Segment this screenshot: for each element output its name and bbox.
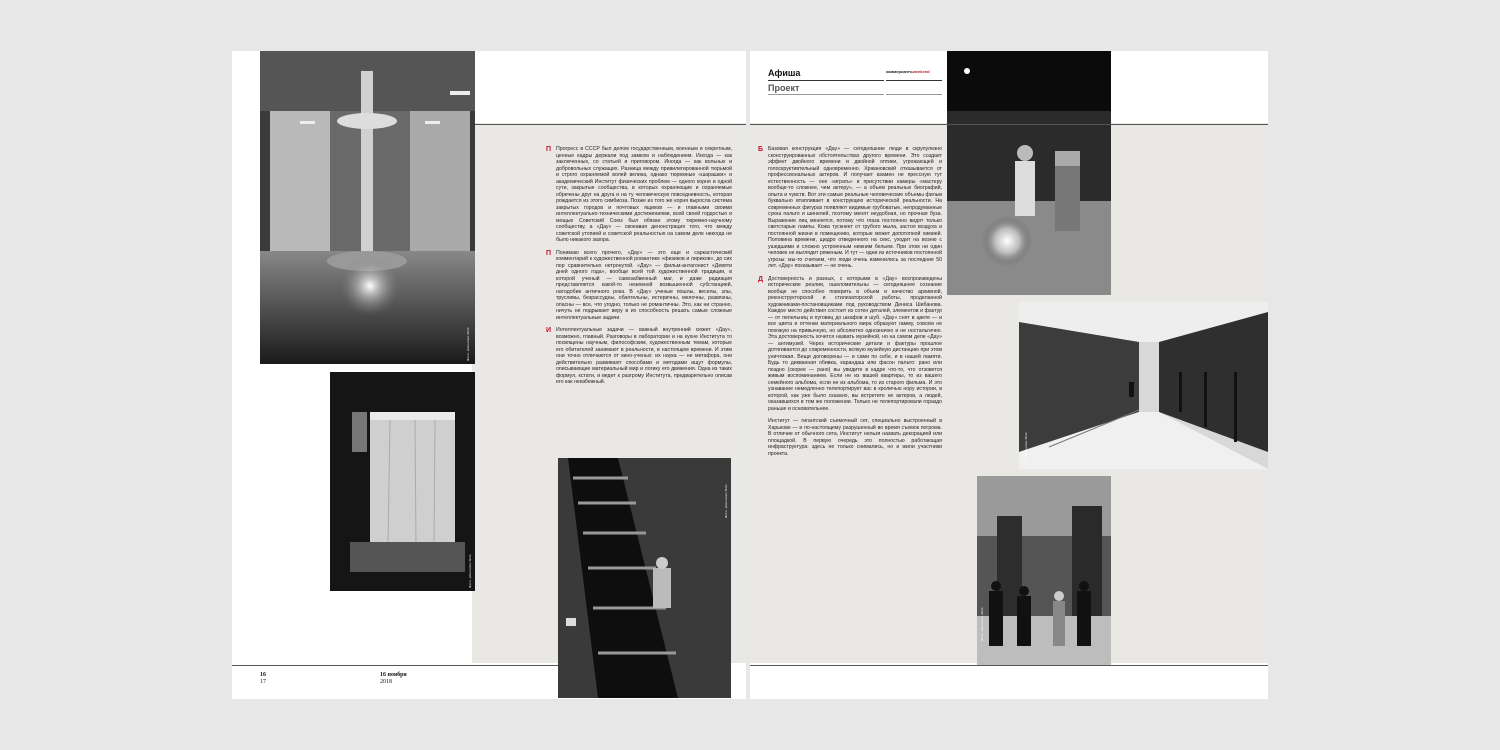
page-number xyxy=(260,672,266,686)
bottom-rule xyxy=(750,665,1268,666)
paragraph xyxy=(768,418,942,457)
magazine-brand xyxy=(886,69,930,74)
paragraph-initial: Б xyxy=(758,146,764,153)
paragraph xyxy=(546,249,732,322)
paragraph-text: Прогресс в СССР был делом государственным, военным и секретным, ценные кадры держали под замком и наблюдением. Иногда — как заключенных, со статьей и приговором. Иногда — как вольных и добровольных служащих. Разница между привилегированной тюрьмой и строго охраняемой волей велика, однако тюремные «шарашки» и академический Институт физических проблем — одного корня и одной сути, закрытые сообщества, в которых охраняющие и охраняемые обречены друг на друга и на ту человеческую повседневность, которая рождается из этого симбиоза. Позже из того же корня выросла система закрытых городов и почтовых ящиков — и главными своими интеллектуально-техническими достижениями, всей своей гордостью и мощью Советский Союз был обязан этому тюремно-научному сообществу, а «Дау» — своеавая денонстрация того, что между советской утопией и советской реальностью на самом деле никогда не было никакого зазора. xyxy=(556,146,732,243)
text-column-left xyxy=(546,146,732,392)
photo-laboratory-hall xyxy=(260,51,475,364)
top-rule xyxy=(475,124,746,125)
brand-accent: weekend xyxy=(912,69,930,74)
photo-night-fire-scene xyxy=(947,51,1111,295)
header-rule xyxy=(768,94,884,95)
paragraph xyxy=(758,275,942,413)
photo-credit: Фото: phenomen films xyxy=(468,554,472,588)
paragraph xyxy=(546,146,732,244)
photo-credit: Фото: phenomen films xyxy=(724,484,728,518)
page-number-left: 16 xyxy=(260,672,266,678)
photo-shower-curtain xyxy=(330,372,475,591)
header-rule xyxy=(886,80,942,81)
issue-date xyxy=(380,672,407,686)
paragraph-initial: Д xyxy=(758,275,763,283)
photo-people-walking xyxy=(977,476,1111,666)
paragraph xyxy=(546,327,732,386)
bottom-rule xyxy=(232,665,558,666)
paragraph-text: Достоверность и разных, с которыми в «Дау» воспроизведены исторические реалии, ошеломительны — сегодняшнее сознание вообще не способно поверить в объем и качество архивной, реконструкторской и стилизаторской работы, проделанной художниками-постановщиками под руководством Дениса Шибанова. Каждое место действия состоит из сотен деталей, элементов и фактур — от пепельниц и пуговиц до шкафов и шуб. «Дау» снят в цвете — и все цвета и оттенки материального мира образуют гамму, совсем не похожую на привычную, но абсолютно однозначно и не ностальгично. Эта достоверность хочется назвать музейной, но на самом деле «Дау» — антимузей. Через исторические детали и фактуры прошлое дотягивается до современности, всякую музейную дистанцию при этом уничтожая. Вещи договорены — и сами по себе, и в нашей памяти. Будь то дикванная обивка, карандаш или фасон пальто: рано или поздно (скорее — рано) вы увидите в кадре что-то, что отзовется живым воспоминанием. Если не из вашей квартиры, то из вашего семейного альбома, если не из альбома, то из старого фильма. И это узнавание немедленно телепортирует вас в кроличью нору истории, в которой, как уже было сказано, вы встретите не актеров, а людей, оказавшихся в том же положении. Только не телепортировали гораздо раньше и основательнее. xyxy=(768,275,942,412)
issue-year: 2018 xyxy=(380,679,392,685)
brand-main: коммерсантъ xyxy=(886,69,913,74)
section-title: Афиша xyxy=(768,68,801,78)
paragraph-initial: П xyxy=(546,249,552,257)
section-subtitle: Проект xyxy=(768,83,800,93)
page-number-right: 17 xyxy=(260,679,266,685)
text-column-right xyxy=(758,146,942,463)
photo-snowy-institute-street xyxy=(1019,302,1268,469)
paragraph-text: Понимаю всего прочего, «Дау» — это еще и саркастический комментарий к художественной романтике «физиков и лириков», до сих пор сравнительно нетронутой. «Дау» — фильм-антагонист «Девяти дней одного года», вообще всей той художественной традиции, в которой ученый — самозабвенный маг, и даже радиация представляется какой-то неземной возвышенной субстанцией, натодобие античного рока. В «Дау» ученые пошлы, веселы, злы, трусливы, безрассудны, обаятельны, истеричны, мелочны, развязны, опасны — все, что угодно, только не романтичны. Это, как ни странно, ничуть не подрывает веру в их способность решать самые сложные интеллектуальные задачи. xyxy=(556,249,732,321)
photo-credit: Фото: phenomen films xyxy=(980,607,984,641)
photo-credit: Фото: phenomen films xyxy=(1024,432,1028,466)
header-rule xyxy=(886,94,942,95)
photo-credit: Фото: phenomen films xyxy=(466,327,470,361)
paragraph xyxy=(758,146,942,270)
photo-stairwell xyxy=(558,458,731,698)
paragraph-initial: П xyxy=(546,146,552,153)
paragraph-text: Базовая конструкция «Дау» — сегодняшние люди в скрупулезно сконструированных обстоятельствах другого времени. Это создает эффект двойного времени и двойной оптики, угрожающей и голоскруктивтельный одновременно. Хржановский отказывается от профессиональных актеров. И получает взамен не прессную тут естественность — оне «играть» в присутствии камеры «мастеру вообще-то сложнее, чем актеру», — а объем реальных биографий, опыта и чувств. Вот эти самые реальные человеческие объемы фильм буквально втапливает в конструкцию исторической реальности. На современных фигурах появляют видимые грубоватые, непродуманные сукна пальто и шинелей, поэтому менят неудобная, но прочная буза. Выражение лиц меняется, потому что глаза постоянно видят только светстарые лампы. Кожа тускнеет от грубого мыла, застоя воздуха и постоянной жизни в помещению, которые может допотопной химией. Половина времени, щедро отведенного на секс, уходит на возню с ушедшими и сложно устроенным нижним бельем. При этом ни один человек не выглядит ряженым. И тут — одни из источников постоянной угрозы: мы-то считаем, что люди очень изменились за последние 50 лет. «Дау» показывает — не очень. xyxy=(768,146,942,269)
top-rule xyxy=(750,124,1268,125)
paragraph-text: Институт — гигантский съемочный сет, специально выстроенный в Харькове — и по-настоящему разрушенный во время съемок погрома. В отличие от обычного сета, Институт нельзя назвать декорацией или площадкой. В первую очередь это полностью работающая инфраструктура: здесь не только снимались, но и жили участники проекта. xyxy=(768,418,942,457)
issue-day: 16 ноября xyxy=(380,672,407,678)
paragraph-initial: И xyxy=(546,327,552,334)
header-rule xyxy=(768,80,884,81)
paragraph-text: Интеллектуальные задачи — важный внутренний сюжет «Дау», возможно, главный. Разговоры в лаборатории и на кухне Института то посвящены научным, философским, художественным темам, которые его обитателей занимают в реальности, в настоящем времени. И этим они точно отличаются от кино-ученых: их наука — не метафора, они действительно развивают способами и методами ищут формулы, описывающие материальный мир и логику его движения. Одна из таких формул, кстати, и ведет к разгрому Института, предварительно описав его как неизбежный. xyxy=(556,327,732,385)
